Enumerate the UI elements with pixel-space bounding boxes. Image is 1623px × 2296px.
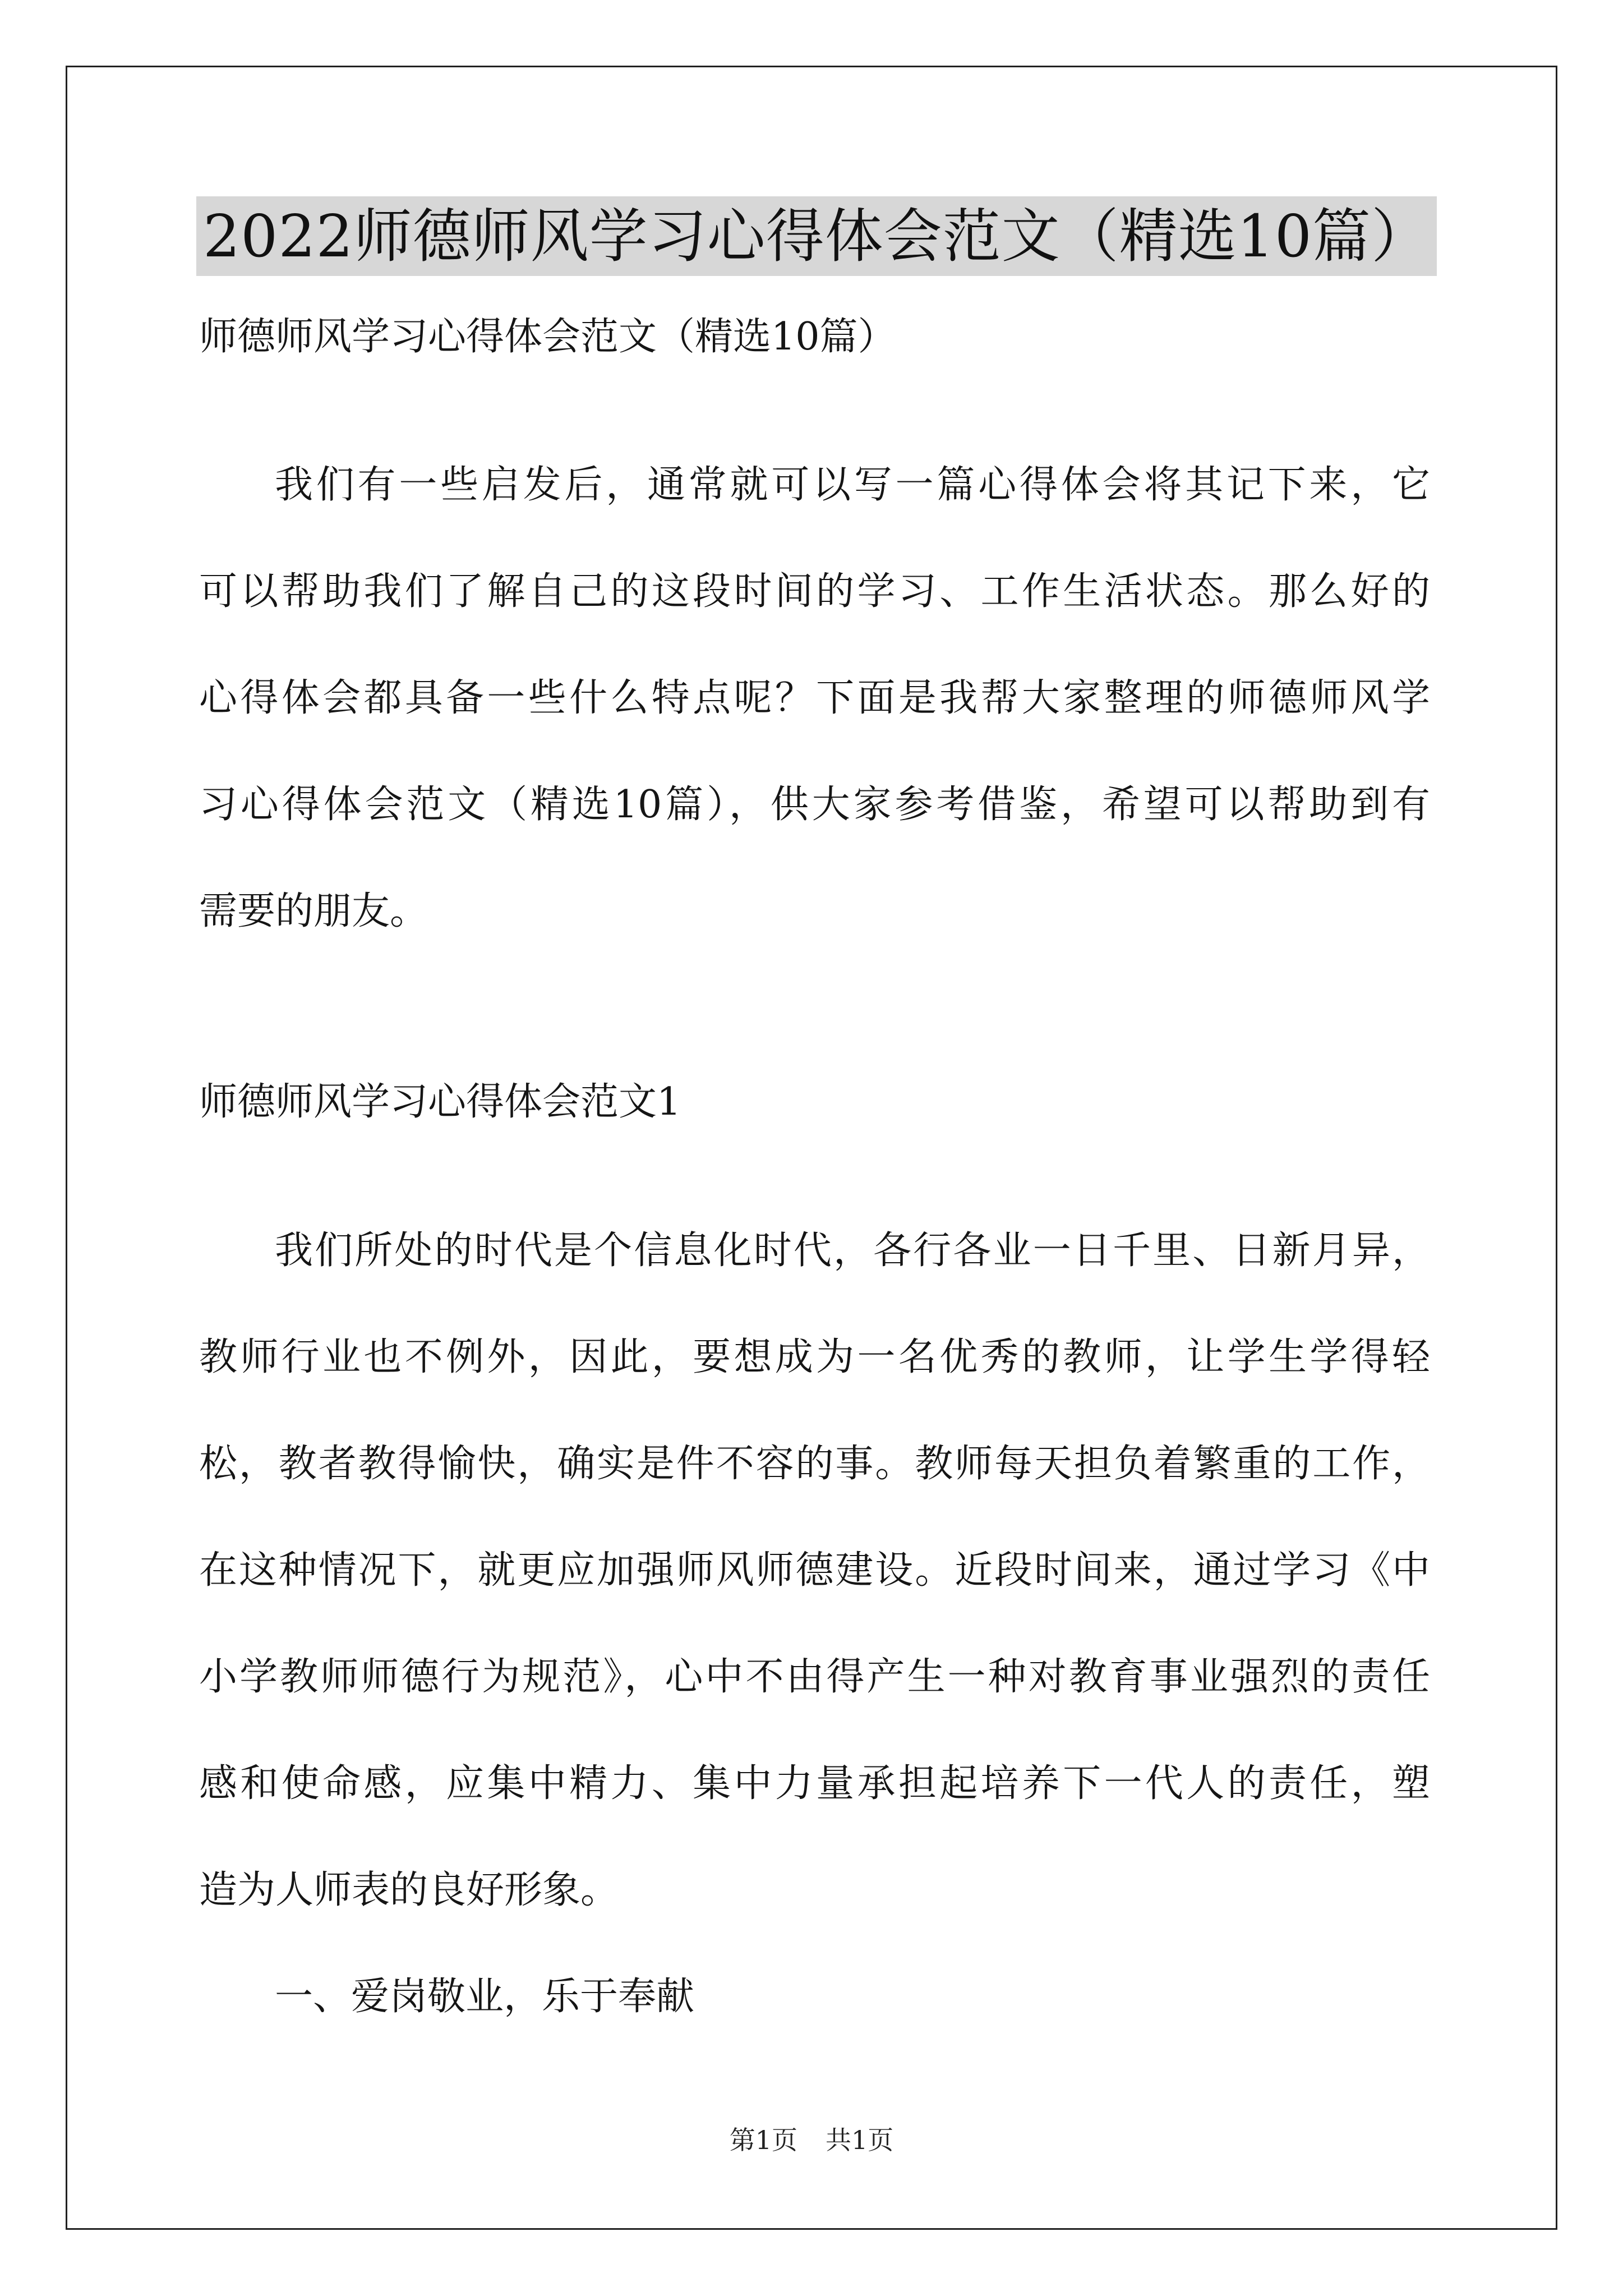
section-heading: 师德师风学习心得体会范文1 (199, 1080, 681, 1124)
page-footer (0, 2123, 1623, 2157)
intro-line: 心得体会都具备一些什么特点呢？下面是我帮大家整理的师德师风学 (199, 676, 1430, 720)
page-number: 第1页 (729, 2125, 797, 2155)
document-subtitle: 师德师风学习心得体会范文（精选10篇） (199, 315, 896, 359)
paragraph-line: 松，教者教得愉快，确实是件不容的事。教师每天担负着繁重的工作， (199, 1442, 1430, 1486)
paragraph-line: 我们所处的时代是个信息化时代，各行各业一日千里、日新月异， (275, 1228, 1430, 1273)
paragraph-line: 在这种情况下，就更应加强师风师德建设。近段时间来，通过学习《中 (199, 1548, 1430, 1593)
paragraph-line: 小学教师师德行为规范》，心中不由得产生一种对教育事业强烈的责任 (199, 1655, 1430, 1699)
subheading: 一、爱岗敬业，乐于奉献 (275, 1975, 695, 2019)
intro-line: 需要的朋友。 (199, 889, 428, 933)
page-total: 共1页 (826, 2125, 894, 2155)
intro-line: 习心得体会范文（精选10篇），供大家参考借鉴，希望可以帮助到有 (199, 783, 1430, 827)
document-title: 2022师德师风学习心得体会范文（精选10篇） (196, 196, 1437, 276)
paragraph-line: 造为人师表的良好形象。 (199, 1868, 619, 1912)
intro-line: 可以帮助我们了解自己的这段时间的学习、工作生活状态。那么好的 (199, 569, 1430, 614)
intro-line: 我们有一些启发后，通常就可以写一篇心得体会将其记下来，它 (275, 463, 1430, 507)
paragraph-line: 教师行业也不例外，因此，要想成为一名优秀的教师，让学生学得轻 (199, 1335, 1430, 1379)
paragraph-line: 感和使命感，应集中精力、集中力量承担起培养下一代人的责任，塑 (199, 1761, 1430, 1806)
